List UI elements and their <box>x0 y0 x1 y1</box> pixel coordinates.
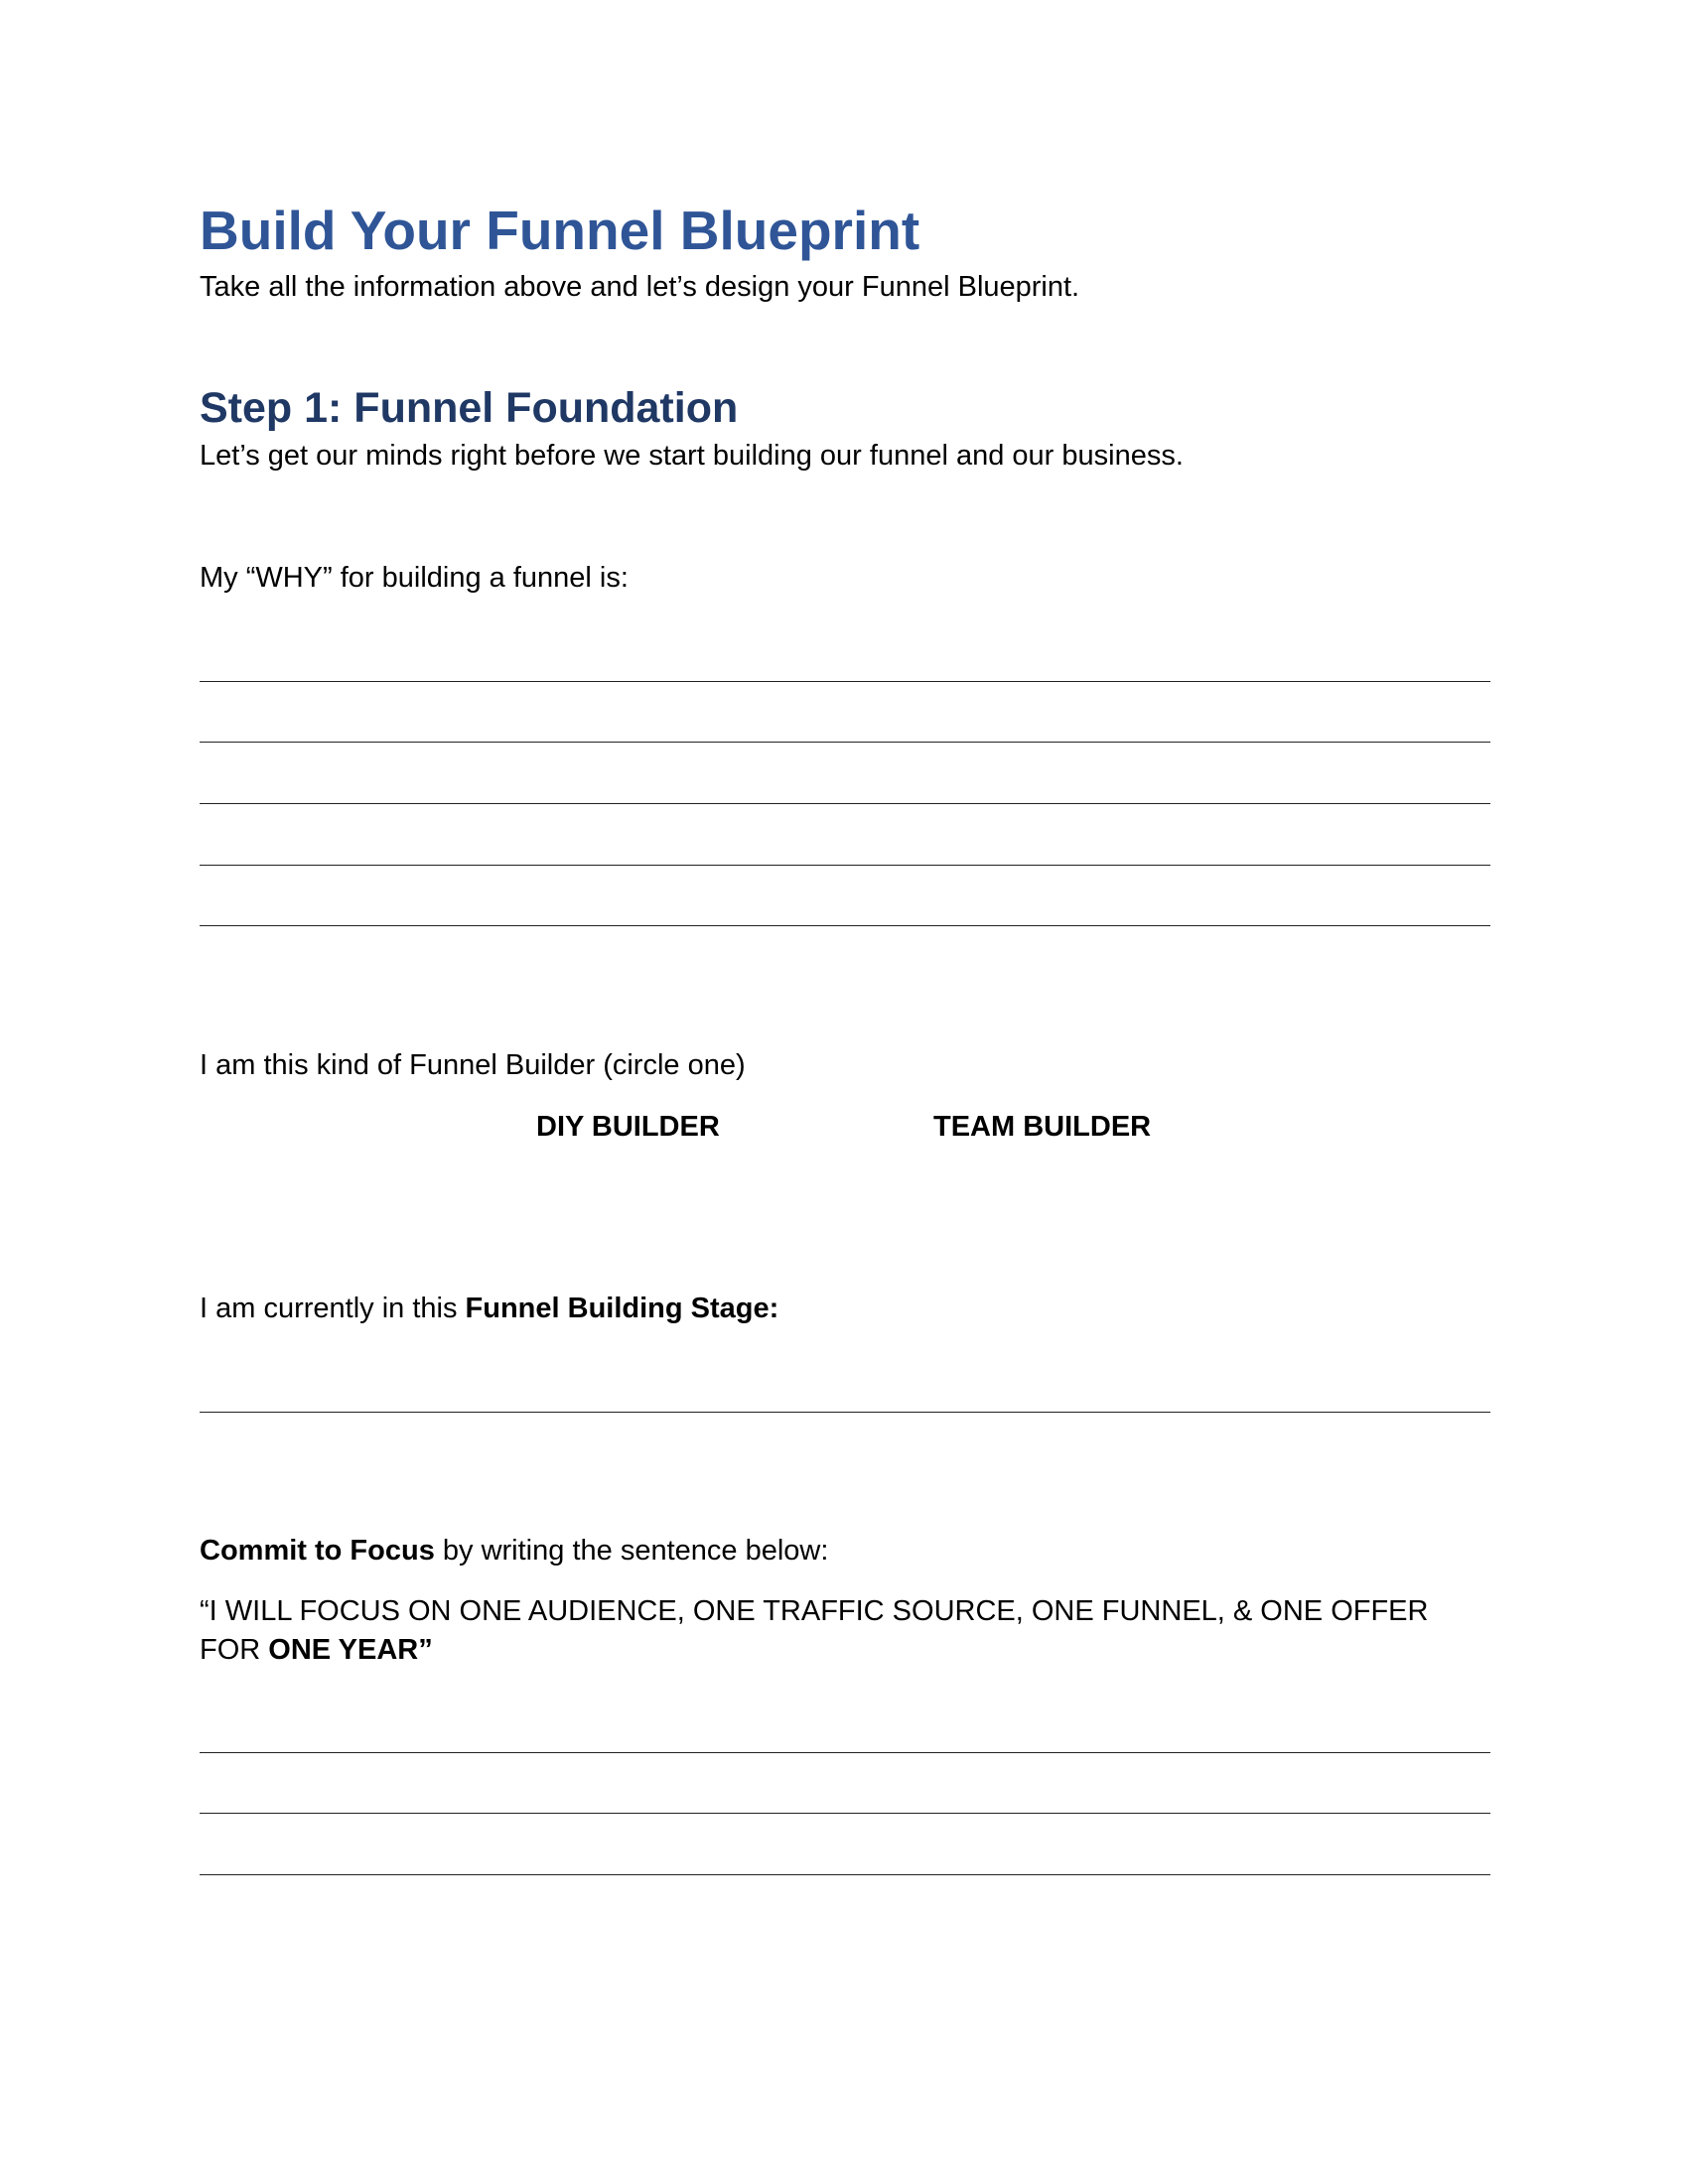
why-answer-line-4[interactable] <box>200 865 1490 866</box>
quote-text: FOR <box>200 1634 269 1666</box>
quote-bold: ONE YEAR” <box>268 1634 433 1666</box>
why-answer-line-1[interactable] <box>200 681 1490 682</box>
commit-quote-line-2 <box>200 1632 433 1668</box>
why-prompt: My “WHY” for building a funnel is: <box>200 562 629 594</box>
option-team-builder[interactable]: TEAM BUILDER <box>933 1111 1152 1143</box>
page-title: Build Your Funnel Blueprint <box>200 200 920 261</box>
commit-answer-line-3[interactable] <box>200 1874 1490 1875</box>
stage-answer-line[interactable] <box>200 1412 1490 1413</box>
commit-prompt <box>200 1533 828 1569</box>
why-answer-line-3[interactable] <box>200 803 1490 804</box>
stage-prompt-text: I am currently in this <box>200 1293 466 1324</box>
stage-prompt <box>200 1291 778 1326</box>
option-diy-builder[interactable]: DIY BUILDER <box>536 1111 720 1143</box>
step-heading: Step 1: Funnel Foundation <box>200 384 739 432</box>
why-answer-line-2[interactable] <box>200 742 1490 743</box>
builder-prompt: I am this kind of Funnel Builder (circle one) <box>200 1049 746 1081</box>
commit-bold: Commit to Focus <box>200 1535 435 1567</box>
stage-prompt-bold: Funnel Building Stage: <box>465 1293 779 1324</box>
step-intro: Let’s get our minds right before we start building our funnel and our business. <box>200 440 1184 472</box>
commit-answer-line-2[interactable] <box>200 1813 1490 1814</box>
subtitle: Take all the information above and let’s design your Funnel Blueprint. <box>200 271 1080 303</box>
why-answer-line-5[interactable] <box>200 925 1490 926</box>
commit-text: by writing the sentence below: <box>434 1535 829 1567</box>
commit-quote-line-1: “I WILL FOCUS ON ONE AUDIENCE, ONE TRAFFIC SOURCE, ONE FUNNEL, & ONE OFFER <box>200 1595 1429 1627</box>
commit-answer-line-1[interactable] <box>200 1752 1490 1753</box>
